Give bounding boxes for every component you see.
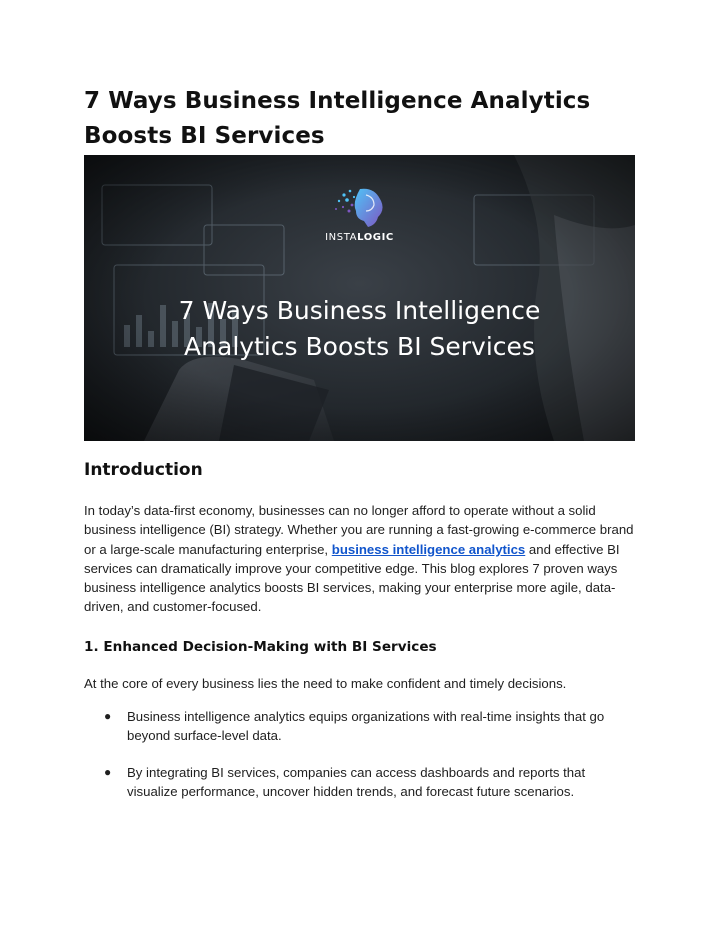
document-page (84, 0, 636, 818)
business-intelligence-analytics-link[interactable]: business intelligence analytics (331, 541, 526, 557)
bullet-icon: ● (104, 709, 112, 724)
hero-image (84, 155, 635, 441)
bullet-icon: ● (104, 764, 112, 779)
logo-wordmark-bold: LOGIC (357, 232, 394, 243)
logo-wordmark-light: INSTA (325, 232, 358, 243)
list-item (84, 763, 636, 802)
page-title: 7 Ways Business Intelligence Analytics Boosts BI Services (84, 88, 591, 149)
hero-headline-line-2: Analytics Boosts BI Services (184, 332, 535, 361)
introduction-heading: Introduction (84, 460, 203, 480)
section-1-lead: At the core of every business lies the need to make confident and timely decisions. (84, 675, 567, 691)
intro-text-after-link: and effective BI services can dramatically improve your competitive edge. This blog explores 7 proven ways business intelligence analytics boosts BI services, making your enterprise more agile, data-driven, and customer-focused. (84, 541, 620, 615)
list-item (84, 707, 636, 746)
hero-headline (84, 293, 635, 365)
bullet-text: By integrating BI services, companies can access dashboards and reports that visualize performance, uncover hidden trends, and forecast future scenarios. (127, 764, 586, 799)
section-1-bullet-list (84, 707, 636, 801)
instalogic-logo (84, 185, 635, 236)
hero-headline-line-1: 7 Ways Business Intelligence (178, 296, 541, 325)
bullet-text: Business intelligence analytics equips organizations with real-time insights that go beyond surface-level data. (127, 709, 605, 744)
section-1-heading: 1. Enhanced Decision-Making with BI Services (84, 638, 437, 655)
intro-text-before-link: In today’s data-first economy, businesses can no longer afford to operate without a solid business intelligence (BI) strategy. Whether you are running a fast-growing e-commerce brand or a large-scale manufacturing enterprise, (84, 503, 634, 557)
introduction-paragraph (84, 501, 636, 617)
brain-logo-icon (330, 185, 390, 231)
logo-wordmark (84, 232, 635, 243)
